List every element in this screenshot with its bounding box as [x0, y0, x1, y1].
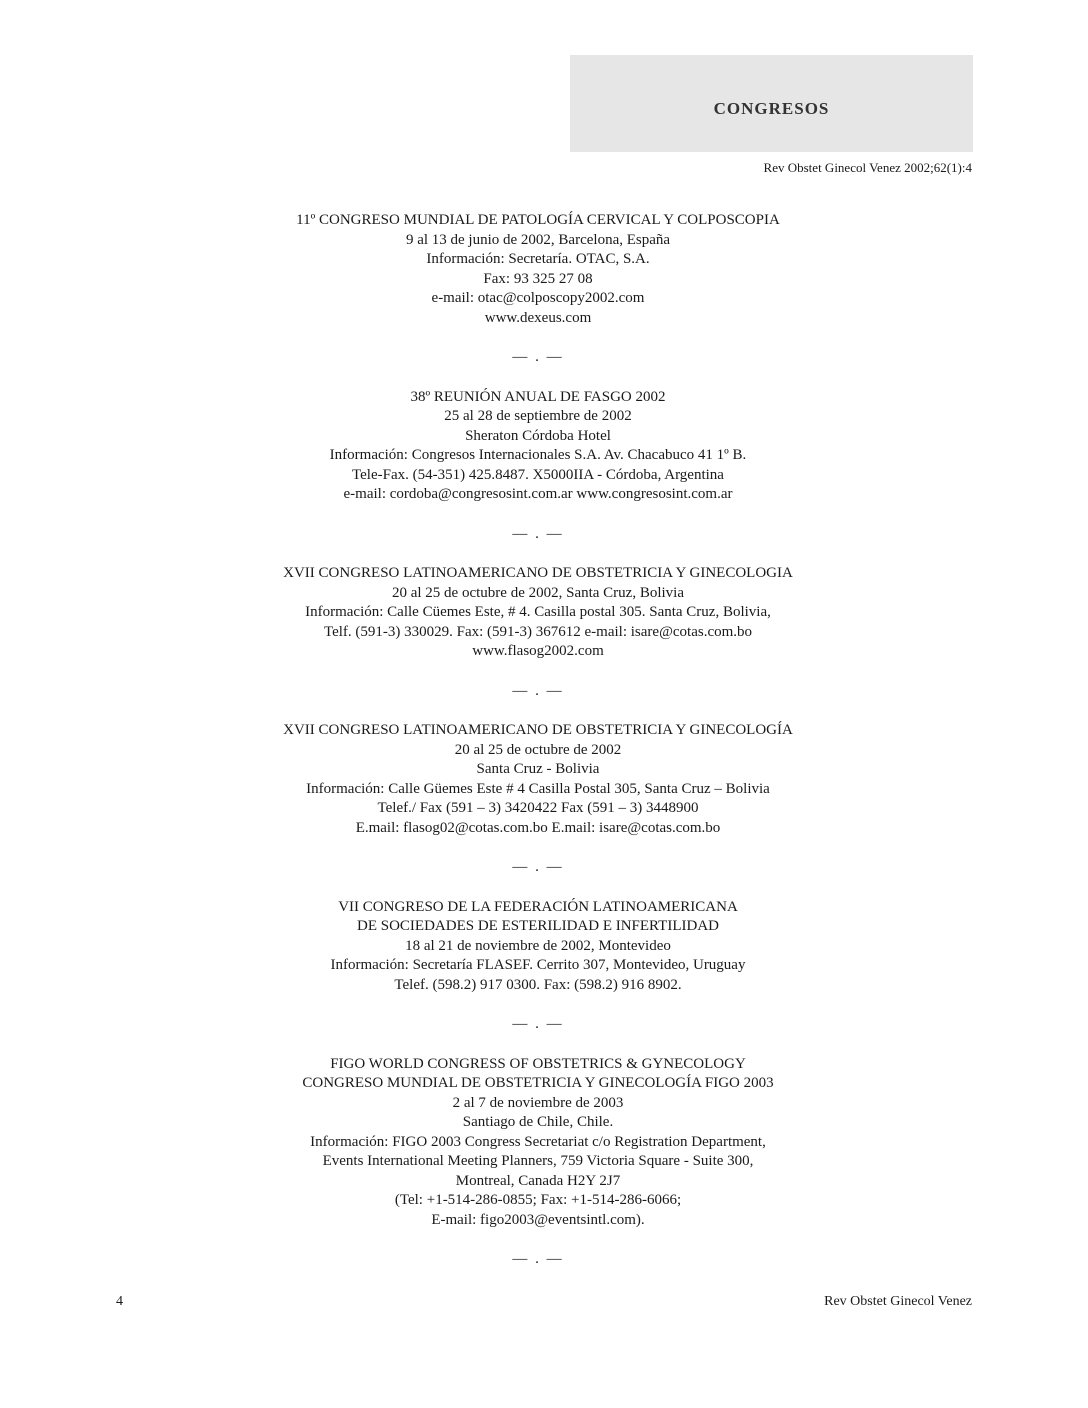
congress-detail-line: www.dexeus.com [484, 309, 592, 326]
congress-detail-line: 20 al 25 de octubre de 2002, Santa Cruz, Bolivia [391, 584, 685, 601]
congress-entry [140, 1055, 936, 1231]
separator: — . — [512, 859, 564, 875]
footer-journal: Rev Obstet Ginecol Venez [824, 1294, 972, 1309]
page-number: 4 [116, 1294, 123, 1309]
congress-detail-line: Tele-Fax. (54-351) 425.8487. X5000IIA - Córdoba, Argentina [352, 466, 724, 483]
congress-title: XVII CONGRESO LATINOAMERICANO DE OBSTETRICIA Y GINECOLOGIA [283, 565, 793, 581]
section-title: CONGRESOS [713, 99, 830, 118]
congress-entry [140, 211, 936, 328]
congress-detail-line: 2 al 7 de noviembre de 2003 [452, 1094, 624, 1111]
separator: — . — [512, 349, 564, 365]
congress-detail-line: 9 al 13 de junio de 2002, Barcelona, España [405, 231, 671, 248]
congress-detail-line: Información: Secretaría. OTAC, S.A. [426, 251, 650, 267]
congress-title: FIGO WORLD CONGRESS OF OBSTETRICS & GYNECOLOGY [330, 1055, 746, 1072]
congress-detail-line: 25 al 28 de septiembre de 2002 [444, 408, 632, 424]
congress-title: XVII CONGRESO LATINOAMERICANO DE OBSTETRICIA Y GINECOLOGÍA [283, 722, 793, 738]
congress-detail-line: e-mail: cordoba@congresosint.com.ar www.congresosint.com.ar [343, 486, 733, 502]
congress-entry [140, 388, 936, 505]
separator: — . — [512, 682, 564, 699]
congress-detail-line: Información: Calle Cüemes Este, # 4. Casilla postal 305. Santa Cruz, Bolivia, [305, 604, 771, 620]
congress-title: VII CONGRESO DE LA FEDERACIÓN LATINOAMERICANA [338, 898, 738, 915]
congress-detail-line: e-mail: otac@colposcopy2002.com [431, 290, 645, 306]
congress-title: DE SOCIEDADES DE ESTERILIDAD E INFERTILIDAD [357, 918, 719, 934]
congress-entry [140, 721, 936, 838]
congress-detail-line: Sheraton Córdoba Hotel [465, 427, 611, 444]
congress-detail-line: E.mail: flasog02@cotas.com.bo E.mail: isare@cotas.com.bo [355, 819, 721, 836]
congress-detail-line: E-mail: figo2003@eventsintl.com). [431, 1211, 645, 1228]
congress-detail-line: 20 al 25 de octubre de 2002 [454, 741, 622, 758]
congress-detail-line: Montreal, Canada H2Y 2J7 [455, 1172, 621, 1189]
congress-detail-line: Santiago de Chile, Chile. [462, 1114, 614, 1130]
congress-detail-line: 18 al 21 de noviembre de 2002, Montevideo [405, 937, 671, 954]
congress-detail-line: (Tel: +1-514-286-0855; Fax: +1-514-286-6066; [394, 1192, 682, 1208]
congress-detail-line: Información: Congresos Internacionales S.A. Av. Chacabuco 41 1º B. [329, 447, 747, 463]
congress-list [140, 211, 936, 1290]
congress-detail-line: Telef. (598.2) 917 0300. Fax: (598.2) 916 8902. [394, 976, 682, 993]
congress-detail-line: Telef./ Fax (591 – 3) 3420422 Fax (591 – 3) 3448900 [377, 800, 699, 816]
section-header-box [570, 55, 973, 152]
congress-detail-line: Información: Secretaría FLASEF. Cerrito 307, Montevideo, Uruguay [330, 957, 746, 973]
congress-detail-line: Telf. (591-3) 330029. Fax: (591-3) 367612 e-mail: isare@cotas.com.bo [323, 623, 753, 640]
congress-title: 11º CONGRESO MUNDIAL DE PATOLOGÍA CERVICAL Y COLPOSCOPIA [296, 212, 780, 228]
congress-detail-line: Santa Cruz - Bolivia [476, 761, 600, 777]
congress-detail-line: Events International Meeting Planners, 759 Victoria Square - Suite 300, [322, 1153, 754, 1169]
congress-title: 38º REUNIÓN ANUAL DE FASGO 2002 [410, 388, 666, 405]
congress-detail-line: Información: Calle Güemes Este # 4 Casilla Postal 305, Santa Cruz – Bolivia [306, 780, 770, 797]
citation: Rev Obstet Ginecol Venez 2002;62(1):4 [763, 160, 972, 175]
congress-entry [140, 898, 936, 996]
congress-detail-line: www.flasog2002.com [472, 643, 604, 659]
congress-detail-line: Fax: 93 325 27 08 [483, 270, 593, 287]
separator: — . — [512, 1251, 564, 1267]
congress-detail-line: Información: FIGO 2003 Congress Secretariat c/o Registration Department, [310, 1133, 766, 1150]
separator: — . — [512, 1016, 564, 1032]
congress-title: CONGRESO MUNDIAL DE OBSTETRICIA Y GINECOLOGÍA FIGO 2003 [302, 1075, 774, 1091]
separator: — . — [512, 525, 564, 542]
congress-entry [140, 564, 936, 662]
